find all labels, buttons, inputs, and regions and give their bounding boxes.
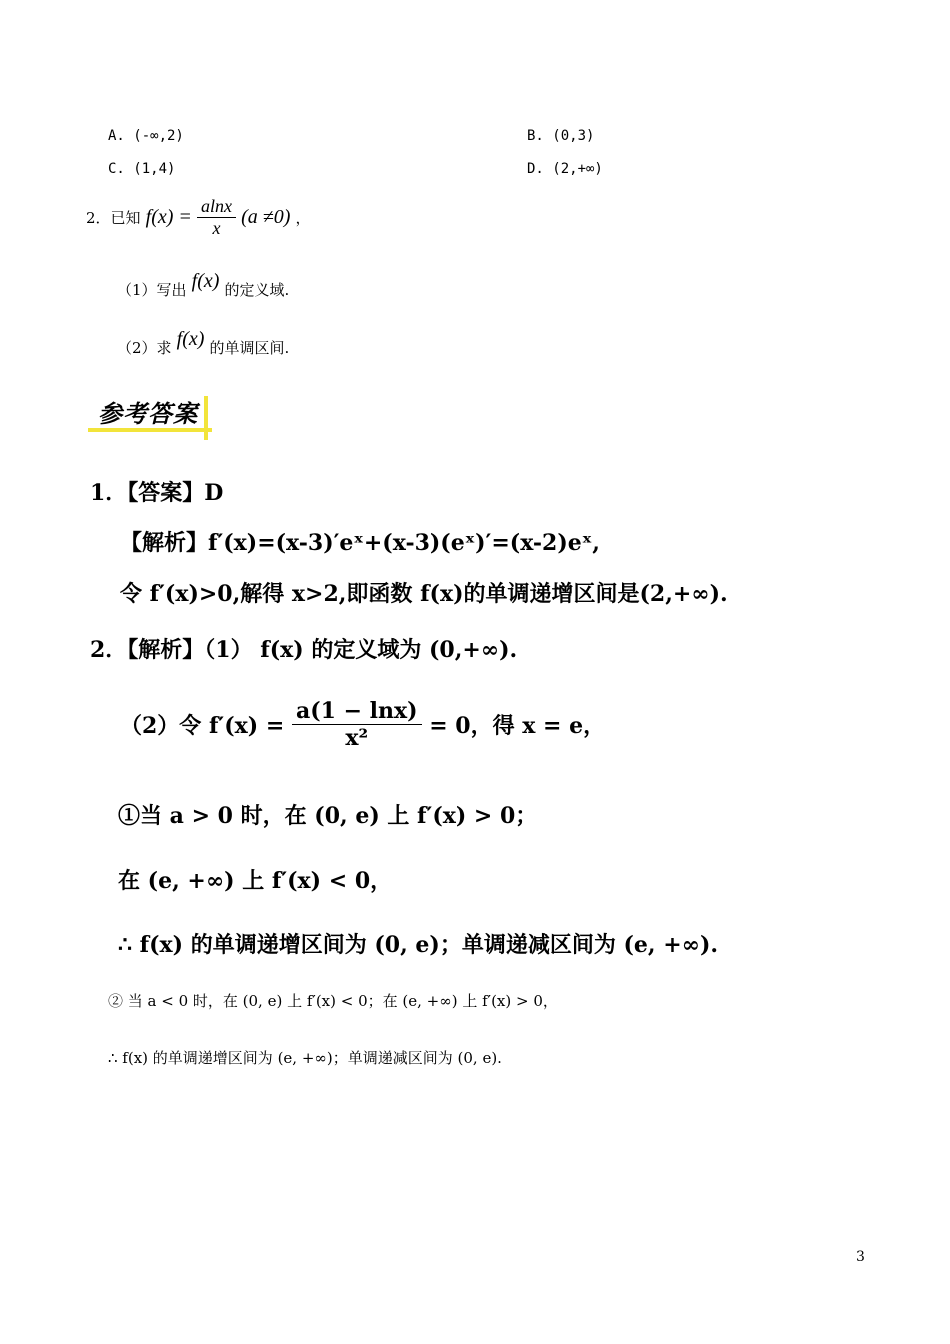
option-d: D. (2,+∞) bbox=[527, 161, 603, 177]
part-2-prefix: （2）求 bbox=[117, 339, 172, 357]
part-2-suffix: 的单调区间. bbox=[209, 339, 290, 357]
question-2-part-2 bbox=[117, 328, 290, 359]
answer-1-derivative: 【解析】f′(x)=(x-3)′eˣ+(x-3)(eˣ)′=(x-2)eˣ, bbox=[120, 530, 600, 556]
answer-2-domain: 2．【解析】（1） f(x) 的定义域为 (0,+∞). bbox=[90, 637, 518, 663]
part-2-fx: f(x) bbox=[176, 328, 205, 350]
heading-marker bbox=[204, 396, 208, 440]
derivative-prefix: （2）令 f′(x) = bbox=[120, 713, 285, 739]
answer-2-case-1-result: ∴ f(x) 的单调递增区间为 (0, e)；单调递减区间为 (e, +∞). bbox=[118, 932, 719, 958]
function-condition: (a ≠0) bbox=[241, 206, 291, 228]
function-lhs: f(x) = bbox=[145, 206, 192, 228]
part-1-fx: f(x) bbox=[191, 270, 220, 292]
part-1-prefix: （1）写出 bbox=[117, 281, 187, 299]
heading-text: 参考答案 bbox=[98, 399, 198, 428]
option-a: A. (-∞,2) bbox=[108, 128, 184, 144]
answer-2-case-1-cont: 在 (e, +∞) 上 f′(x) < 0， bbox=[118, 868, 393, 894]
function-fraction bbox=[197, 196, 236, 239]
question-2-part-1 bbox=[117, 270, 290, 301]
derivative-fraction bbox=[292, 698, 422, 751]
page-number: 3 bbox=[856, 1249, 865, 1265]
answer-1-conclusion: 令 f′(x)>0,解得 x>2,即函数 f(x)的单调递增区间是(2,+∞). bbox=[120, 581, 728, 607]
answer-2-case-2-result: ∴ f(x) 的单调递增区间为 (e, +∞)；单调递减区间为 (0, e). bbox=[108, 1049, 502, 1067]
derivative-denominator: x² bbox=[345, 725, 369, 751]
answer-2-derivative bbox=[120, 698, 605, 764]
fraction-numerator: alnx bbox=[197, 196, 236, 218]
derivative-numerator: a(1 − lnx) bbox=[292, 698, 422, 725]
comma: ， bbox=[295, 209, 311, 227]
derivative-suffix: = 0，得 x = e， bbox=[429, 713, 606, 739]
fraction-denominator: x bbox=[212, 218, 221, 238]
answer-heading bbox=[88, 392, 212, 436]
answer-2-case-1: ①当 a > 0 时，在 (0, e) 上 f′(x) > 0； bbox=[118, 803, 538, 829]
option-b: B. (0,3) bbox=[527, 128, 595, 144]
answer-1-title: 1．【答案】D bbox=[90, 480, 224, 506]
question-2 bbox=[86, 196, 310, 246]
answer-2-case-2: ② 当 a < 0 时，在 (0, e) 上 f′(x) < 0；在 (e, +∞) 上 f′(x) > 0， bbox=[108, 992, 558, 1010]
question-number: 2．已知 bbox=[86, 209, 141, 227]
option-c: C. (1,4) bbox=[108, 161, 176, 177]
part-1-suffix: 的定义域. bbox=[224, 281, 290, 299]
